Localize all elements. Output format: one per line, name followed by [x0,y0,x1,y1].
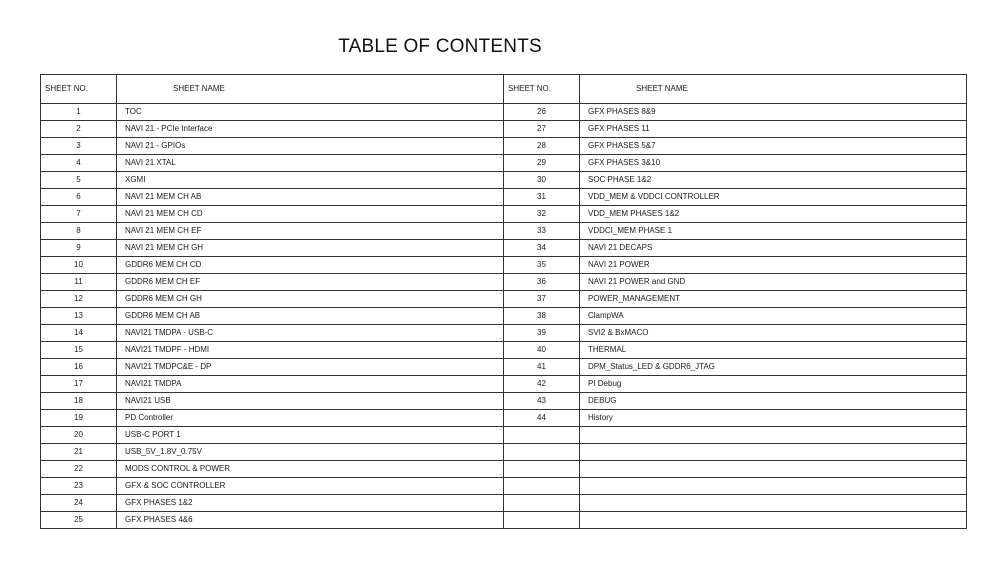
sheet-name-left: NAVI21 USB [117,393,504,410]
sheet-no-right: 36 [504,274,580,291]
sheet-no-left: 9 [41,240,117,257]
sheet-no-left: 2 [41,121,117,138]
sheet-no-left: 10 [41,257,117,274]
table-row [41,461,967,478]
sheet-no-left: 25 [41,512,117,529]
header-row [41,75,967,104]
sheet-no-right: 40 [504,342,580,359]
page-title: TABLE OF CONTENTS [338,36,542,57]
sheet-no-right: 41 [504,359,580,376]
sheet-name-right [580,478,967,495]
table-row [41,410,967,427]
sheet-no-right: 29 [504,155,580,172]
sheet-no-left: 16 [41,359,117,376]
sheet-name-right [580,495,967,512]
sheet-name-left: NAVI 21 MEM CH EF [117,223,504,240]
sheet-no-right: 27 [504,121,580,138]
sheet-name-right: ClampWA [580,308,967,325]
header-sheet-no-right: SHEET NO. [504,75,580,104]
sheet-name-right: NAVI 21 POWER [580,257,967,274]
sheet-no-left: 23 [41,478,117,495]
sheet-name-left: GFX PHASES 1&2 [117,495,504,512]
table-row [41,189,967,206]
sheet-name-left: PD Controller [117,410,504,427]
sheet-name-left: USB-C PORT 1 [117,427,504,444]
table-row [41,478,967,495]
sheet-name-right [580,427,967,444]
sheet-name-right: NAVI 21 POWER and GND [580,274,967,291]
sheet-name-left: NAVI 21 MEM CH CD [117,206,504,223]
sheet-name-right [580,512,967,529]
sheet-name-right: NAVI 21 DECAPS [580,240,967,257]
table-row [41,376,967,393]
sheet-name-left: NAVI 21 MEM CH AB [117,189,504,206]
sheet-name-left: NAVI21 TMDPA - USB-C [117,325,504,342]
table-row [41,444,967,461]
sheet-name-right: DEBUG [580,393,967,410]
sheet-name-left: GFX PHASES 4&6 [117,512,504,529]
sheet-no-right: 42 [504,376,580,393]
sheet-no-right: 35 [504,257,580,274]
sheet-name-right: PI Debug [580,376,967,393]
sheet-no-right: 33 [504,223,580,240]
table-row [41,172,967,189]
sheet-no-right: 28 [504,138,580,155]
sheet-no-right: 37 [504,291,580,308]
sheet-name-left: GFX & SOC CONTROLLER [117,478,504,495]
sheet-no-left: 1 [41,104,117,121]
sheet-no-right: 31 [504,189,580,206]
sheet-name-left: GDDR6 MEM CH CD [117,257,504,274]
table-row [41,359,967,376]
sheet-name-right: SVI2 & BxMACO [580,325,967,342]
sheet-no-left: 4 [41,155,117,172]
table-row [41,291,967,308]
sheet-no-right: 39 [504,325,580,342]
sheet-name-left: NAVI 21 XTAL [117,155,504,172]
table-row [41,274,967,291]
sheet-no-right [504,512,580,529]
table-row [41,512,967,529]
sheet-name-right: GFX PHASES 3&10 [580,155,967,172]
sheet-name-left: NAVI21 TMDPA [117,376,504,393]
sheet-name-right: History [580,410,967,427]
table-row [41,325,967,342]
sheet-no-right: 26 [504,104,580,121]
sheet-name-left: MODS CONTROL & POWER [117,461,504,478]
sheet-name-right: GFX PHASES 5&7 [580,138,967,155]
header-sheet-no-left: SHEET NO. [41,75,117,104]
sheet-no-left: 18 [41,393,117,410]
table-row [41,495,967,512]
sheet-no-right [504,444,580,461]
sheet-no-left: 8 [41,223,117,240]
table-row [41,240,967,257]
sheet-no-left: 11 [41,274,117,291]
header-sheet-name-right: SHEET NAME [580,75,967,104]
table-row [41,206,967,223]
sheet-no-left: 17 [41,376,117,393]
sheet-no-left: 7 [41,206,117,223]
sheet-no-left: 22 [41,461,117,478]
sheet-no-right: 34 [504,240,580,257]
table-row [41,308,967,325]
sheet-name-left: USB_5V_1.8V_0.75V [117,444,504,461]
sheet-no-right: 30 [504,172,580,189]
table-row [41,223,967,240]
sheet-name-right: POWER_MANAGEMENT [580,291,967,308]
sheet-name-right: VDD_MEM PHASES 1&2 [580,206,967,223]
sheet-name-right [580,461,967,478]
sheet-name-left: GDDR6 MEM CH EF [117,274,504,291]
sheet-no-right [504,495,580,512]
sheet-name-right [580,444,967,461]
sheet-name-left: NAVI 21 MEM CH GH [117,240,504,257]
sheet-no-left: 5 [41,172,117,189]
sheet-no-left: 15 [41,342,117,359]
sheet-name-left: NAVI 21 - PCIe Interface [117,121,504,138]
sheet-no-right: 43 [504,393,580,410]
sheet-name-right: THERMAL [580,342,967,359]
table-row [41,155,967,172]
sheet-name-right: VDDCI_MEM PHASE 1 [580,223,967,240]
sheet-name-right: DPM_Status_LED & GDDR6_JTAG [580,359,967,376]
sheet-no-right: 32 [504,206,580,223]
sheet-name-right: VDD_MEM & VDDCI CONTROLLER [580,189,967,206]
sheet-name-left: NAVI21 TMDPC&E - DP [117,359,504,376]
sheet-no-left: 3 [41,138,117,155]
toc-body [41,104,967,529]
sheet-name-right: GFX PHASES 11 [580,121,967,138]
sheet-no-left: 12 [41,291,117,308]
header-sheet-name-left: SHEET NAME [117,75,504,104]
sheet-name-left: NAVI 21 - GPIOs [117,138,504,155]
sheet-no-right [504,427,580,444]
sheet-no-left: 24 [41,495,117,512]
table-row [41,257,967,274]
sheet-no-left: 13 [41,308,117,325]
sheet-name-left: GDDR6 MEM CH AB [117,308,504,325]
sheet-name-left: GDDR6 MEM CH GH [117,291,504,308]
sheet-no-right: 38 [504,308,580,325]
sheet-name-right: SOC PHASE 1&2 [580,172,967,189]
sheet-name-left: XGMI [117,172,504,189]
sheet-no-left: 14 [41,325,117,342]
table-row [41,104,967,121]
sheet-name-left: TOC [117,104,504,121]
sheet-no-left: 21 [41,444,117,461]
table-row [41,342,967,359]
table-row [41,393,967,410]
sheet-no-left: 19 [41,410,117,427]
sheet-no-right [504,478,580,495]
sheet-name-right: GFX PHASES 8&9 [580,104,967,121]
sheet-no-right [504,461,580,478]
sheet-no-right: 44 [504,410,580,427]
sheet-no-left: 20 [41,427,117,444]
toc-table [40,74,967,529]
table-row [41,427,967,444]
table-row [41,138,967,155]
sheet-name-left: NAVI21 TMDPF - HDMI [117,342,504,359]
sheet-no-left: 6 [41,189,117,206]
table-row [41,121,967,138]
